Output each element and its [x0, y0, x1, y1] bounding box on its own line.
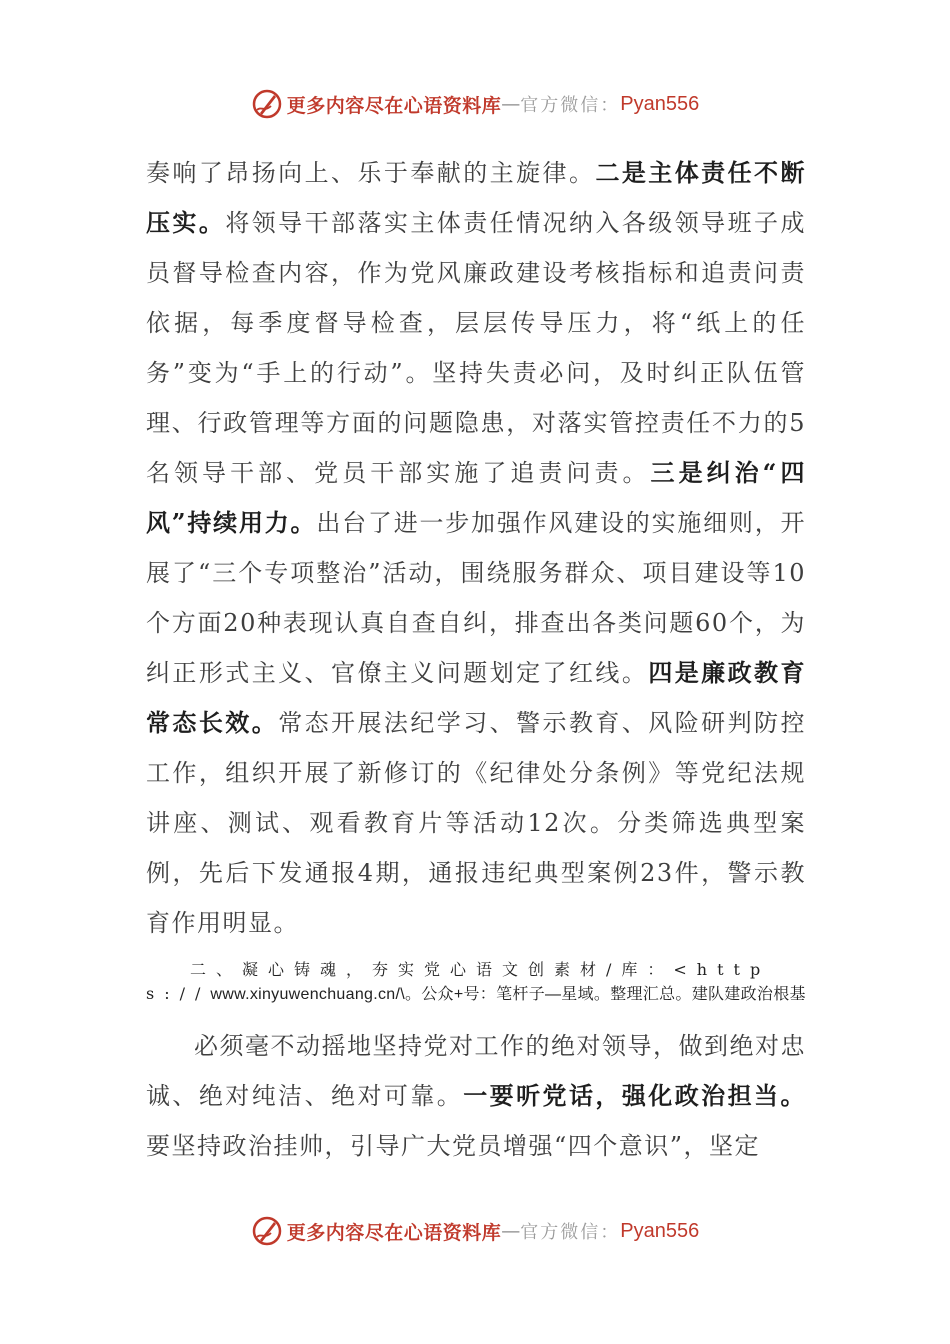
heading-line-two: www.xinyuwenchuang.cn/\。公众+号：笔杆子—星域。整理汇总。建队建政治根基: [210, 986, 806, 1003]
bold-point-three: 三是纠治“四风”持续用力。: [146, 458, 807, 537]
quill-logo-icon: [251, 88, 283, 120]
text-run: 常态开展法纪学习、警示教育、风险研判防控工作，组织开展了新修订的《纪律处分条例》等党纪法规讲座、测试、观看教育片等活动12次。分类筛选典型案例，先后下发通报4期，通报违纪典型案例23件，警示教育作用明显。: [146, 709, 806, 937]
banner-dash: —: [501, 93, 521, 115]
banner-wechat-id: Pyan556: [620, 92, 700, 115]
banner-wechat-label: 官方微信：: [520, 1222, 621, 1243]
section-heading: [146, 948, 806, 1021]
text-run: 必须毫不动摇地坚持党对工作的绝对领导，做到绝对忠诚、绝对纯洁、绝对可靠。: [146, 1032, 806, 1110]
quill-logo-icon: [251, 1215, 283, 1247]
heading-line-one: 二、凝心铸魂，夯实党心语文创素材/库：<https://: [146, 960, 771, 1003]
paragraph-political-leadership: [146, 1021, 806, 1171]
bold-point-four: 四是廉政教育常态长效。: [146, 658, 806, 737]
bold-point-one: 一要听党话，强化政治担当。: [463, 1081, 806, 1110]
document-body: [146, 148, 806, 1171]
text-run: 出台了进一步加强作风建设的实施细则，开展了“三个专项整治”活动，围绕服务群众、项目建设等10个方面20种表现认真自查自纠，排查出各类问题60个，为纠正形式主义、官僚主义问题划定了红线。: [146, 509, 807, 687]
footer-watermark-banner: [0, 1211, 950, 1251]
text-run: 将领导干部落实主体责任情况纳入各级领导班子成员督导检查内容，作为党风廉政建设考核指标和追责问责依据，每季度督导检查，层层传导压力，将“纸上的任务”变为“手上的行动”。坚持失责必问，及时纠正队伍管理、行政管理等方面的问题隐患，对落实管控责任不力的5名领导干部、党员干部实施了追责问责。: [146, 209, 806, 487]
text-run: 要坚持政治挂帅，引导广大党员增强“四个意识”，坚定: [146, 1132, 761, 1160]
text-run: 奏响了昂扬向上、乐于奉献的主旋律。: [146, 159, 596, 187]
banner-dash: —: [501, 1220, 521, 1242]
header-watermark-banner: [0, 84, 950, 124]
banner-wechat-label: 官方微信：: [520, 95, 621, 116]
banner-wechat-id: Pyan556: [620, 1219, 700, 1242]
bold-point-two: 二是主体责任不断压实。: [146, 158, 806, 237]
paragraph-discipline: [146, 148, 806, 948]
banner-main-text: 更多内容尽在心语资料库: [286, 94, 502, 117]
banner-main-text: 更多内容尽在心语资料库: [286, 1221, 502, 1244]
